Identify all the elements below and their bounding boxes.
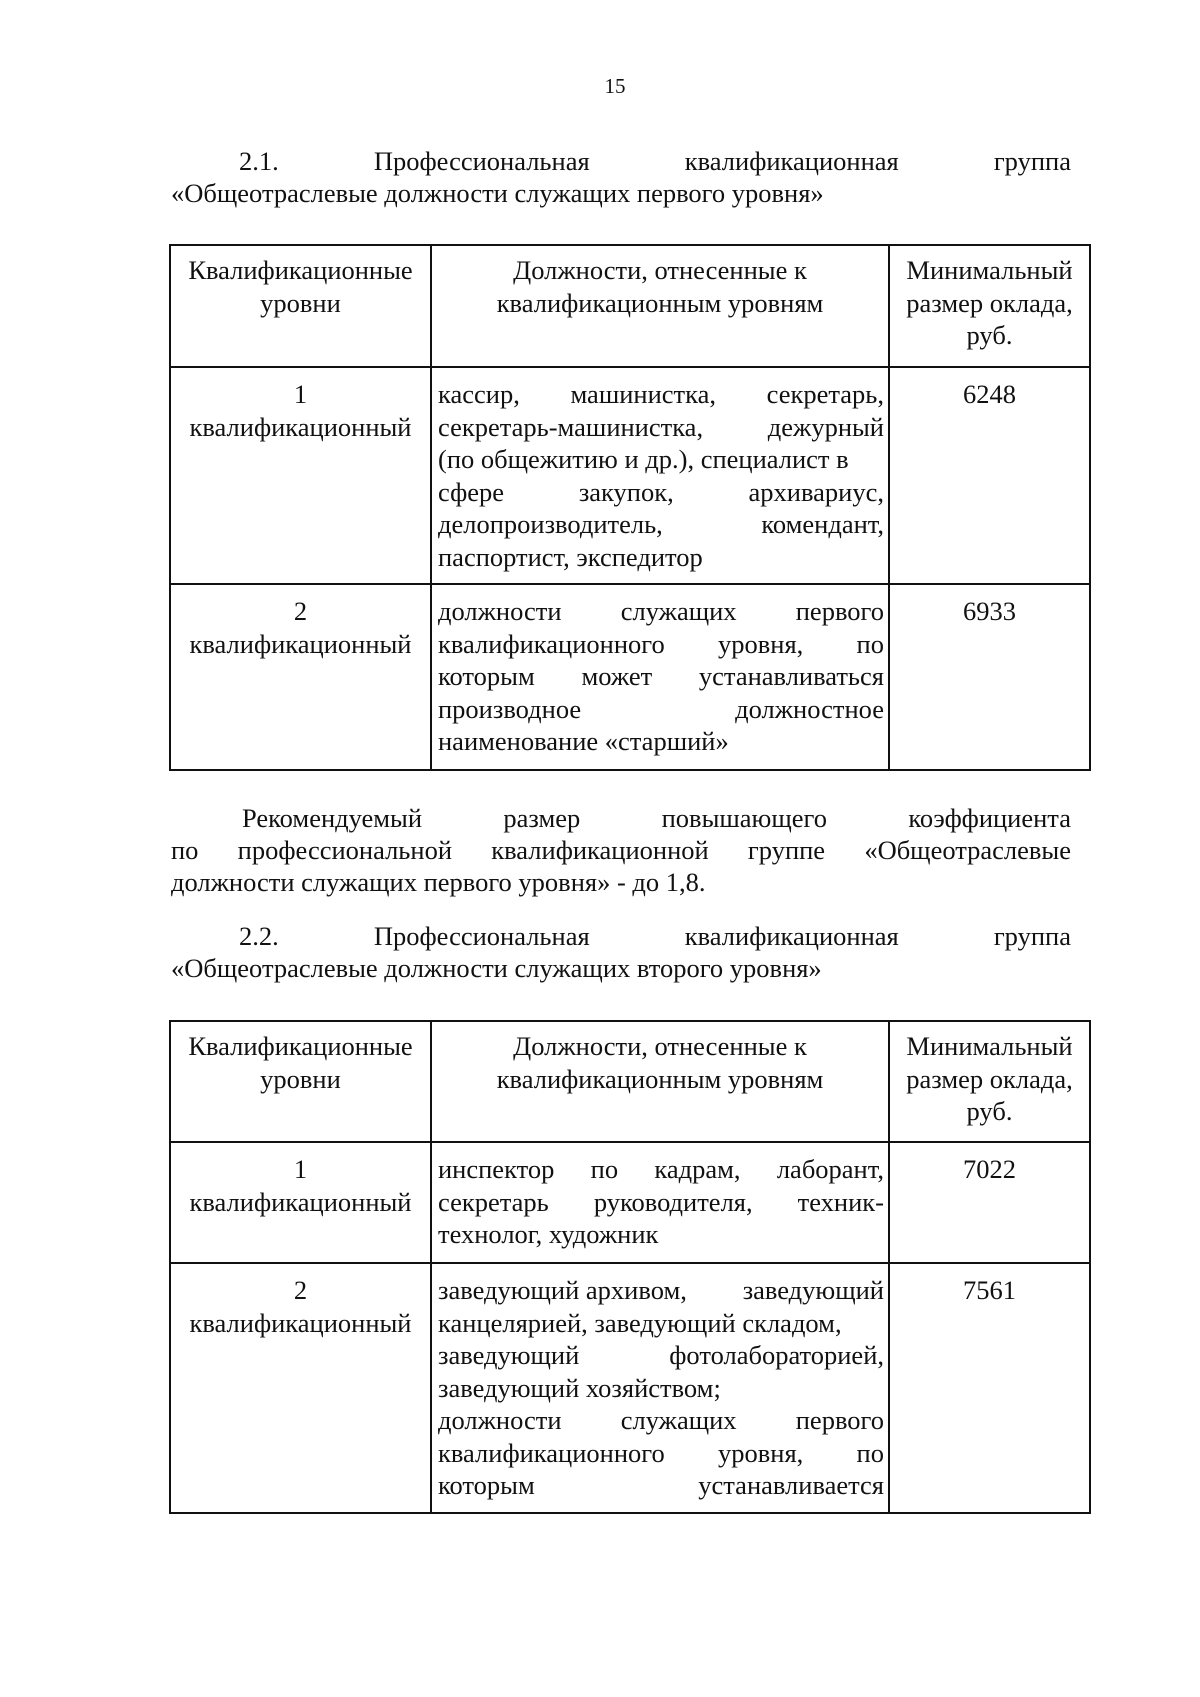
heading-line-2: «Общеотраслевые должности служащих первого уровня» <box>171 178 824 208</box>
heading-word: 2.2. <box>239 921 279 951</box>
page-number: 15 <box>604 74 626 98</box>
heading-word: Профессиональная <box>373 921 590 951</box>
table-row <box>170 1142 1090 1263</box>
positions-cell: заведующий архивом, заведующий канцелярией, заведующий складом, заведующий фотолабораторией, заведующий хозяйством; должности служащих первого квалификационного уровня, по которым устанавливается <box>431 1263 889 1513</box>
level-cell: 2 квалификационный <box>170 1263 431 1513</box>
header-level: Квалификационные уровни <box>170 245 431 367</box>
section-2-table <box>169 1020 1091 1514</box>
section-2-heading <box>171 920 1071 984</box>
positions-cell: должности служащих первого квалификационного уровня, по которым может устанавливаться производное должностное наименование «старший» <box>431 584 889 770</box>
heading-line-2: «Общеотраслевые должности служащих второго уровня» <box>171 953 822 983</box>
level-cell: 1 квалификационный <box>170 1142 431 1263</box>
salary-cell: 6248 <box>889 367 1090 584</box>
section-1-table <box>169 244 1091 771</box>
heading-word: группа <box>993 146 1071 176</box>
table-header-row <box>170 245 1090 367</box>
section-1-heading <box>171 145 1071 209</box>
header-positions: Должности, отнесенные к квалификационным уровням <box>431 245 889 367</box>
heading-word: группа <box>993 921 1071 951</box>
level-cell: 1 квалификационный <box>170 367 431 584</box>
table-row <box>170 584 1090 770</box>
heading-word: квалификационная <box>684 921 899 951</box>
header-positions: Должности, отнесенные к квалификационным уровням <box>431 1021 889 1142</box>
heading-word: 2.1. <box>239 146 279 176</box>
positions-cell: кассир, машинистка, секретарь, секретарь-машинистка, дежурный (по общежитию и др.), специалист в сфере закупок, архивариус, делопроизводитель, комендант, паспортист, экспедитор <box>431 367 889 584</box>
table-header-row <box>170 1021 1090 1142</box>
salary-cell: 7561 <box>889 1263 1090 1513</box>
table-row <box>170 1263 1090 1513</box>
header-salary: Минимальный размер оклада, руб. <box>889 245 1090 367</box>
header-level: Квалификационные уровни <box>170 1021 431 1142</box>
table-row <box>170 367 1090 584</box>
salary-cell: 7022 <box>889 1142 1090 1263</box>
heading-word: квалификационная <box>684 146 899 176</box>
positions-cell: инспектор по кадрам, лаборант, секретарь руководителя, техник- технолог, художник <box>431 1142 889 1263</box>
coefficient-paragraph: Рекомендуемый размер повышающего коэффициента по профессиональной квалификационной группе «Общеотраслевые должности служащих первого уровня» - до 1,8. <box>171 803 1071 897</box>
level-cell: 2 квалификационный <box>170 584 431 770</box>
header-salary: Минимальный размер оклада, руб. <box>889 1021 1090 1142</box>
salary-cell: 6933 <box>889 584 1090 770</box>
heading-word: Профессиональная <box>373 146 590 176</box>
